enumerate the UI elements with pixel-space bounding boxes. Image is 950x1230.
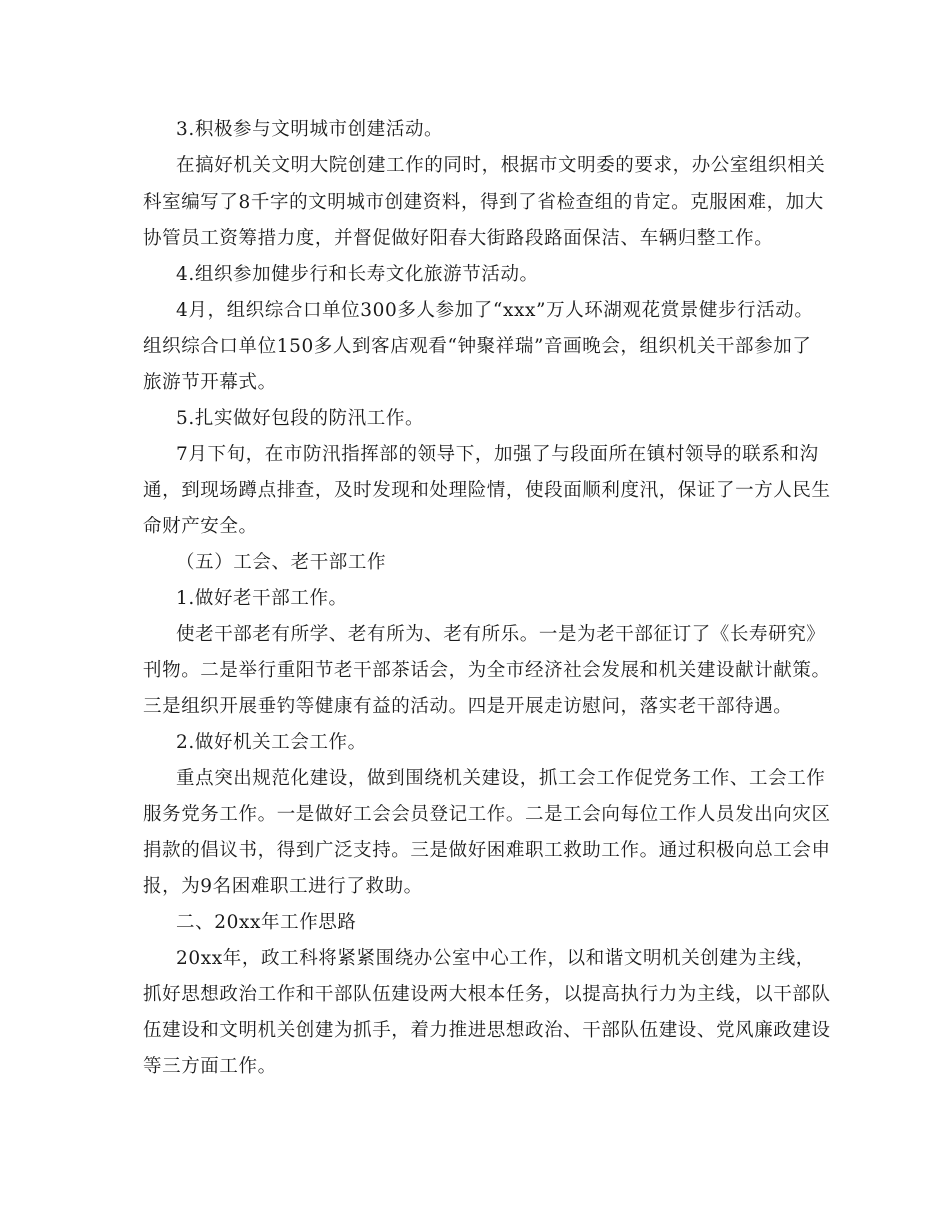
paragraph-line: 组织综合口单位150多人到客店观看“钟聚祥瑞”音画晚会，组织机关干部参加了: [143, 336, 812, 357]
paragraph-line: 使老干部老有所学、老有所为、老有所乐。一是为老干部征订了《长寿研究》: [176, 624, 826, 645]
paragraph-line: 7月下旬，在市防汛指挥部的领导下，加强了与段面所在镇村领导的联系和沟: [176, 444, 819, 465]
paragraph-line: 4月，组织综合口单位300多人参加了“xxx”万人环湖观花赏景健步行活动。: [176, 300, 814, 321]
subheading-5: 5.扎实做好包段的防汛工作。: [176, 408, 425, 429]
subheading-1: 1.做好老干部工作。: [176, 588, 348, 609]
subheading-4: 4.组织参加健步行和长寿文化旅游节活动。: [176, 264, 539, 285]
paragraph-line: 20xx年，政工科将紧紧围绕办公室中心工作，以和谐文明机关创建为主线，: [176, 948, 815, 969]
paragraph-line: 科室编写了8千字的文明城市创建资料，得到了省检查组的肯定。克服困难，加大: [143, 192, 824, 213]
paragraph-line: 三是组织开展垂钓等健康有益的活动。四是开展走访慰问，落实老干部待遇。: [143, 696, 793, 717]
paragraph-line: 协管员工资筹措力度，并督促做好阳春大街路段路面保洁、车辆归整工作。: [143, 228, 774, 249]
subheading-3: 3.积极参与文明城市创建活动。: [176, 119, 444, 140]
paragraph-line: 重点突出规范化建设，做到围绕机关建设，抓工会工作促党务工作、工会工作: [176, 768, 826, 789]
subheading-2: 2.做好机关工会工作。: [176, 732, 367, 753]
paragraph-line: 等三方面工作。: [143, 1056, 277, 1077]
paragraph-line: 抓好思想政治工作和干部队伍建设两大根本任务，以提高执行力为主线，以干部队: [143, 984, 831, 1005]
paragraph-line: 通，到现场蹲点排查，及时发现和处理险情，使段面顺利度汛，保证了一方人民生: [143, 480, 831, 501]
paragraph-line: 旅游节开幕式。: [143, 372, 277, 393]
paragraph-line: 命财产安全。: [143, 516, 258, 537]
paragraph-line: 捐款的倡议书，得到广泛支持。三是做好困难职工救助工作。通过积极向总工会申: [143, 840, 831, 861]
paragraph-line: 服务党务工作。一是做好工会会员登记工作。二是工会向每位工作人员发出向灾区: [143, 804, 831, 825]
paragraph-line: 伍建设和文明机关创建为抓手，着力推进思想政治、干部队伍建设、党风廉政建设: [143, 1020, 831, 1041]
paragraph-line: 报，为9名困难职工进行了救助。: [143, 876, 423, 897]
paragraph-line: 刊物。二是举行重阳节老干部茶话会，为全市经济社会发展和机关建设献计献策。: [143, 660, 831, 681]
paragraph-line: 在搞好机关文明大院创建工作的同时，根据市文明委的要求，办公室组织相关: [176, 155, 826, 176]
section-heading-5: （五）工会、老干部工作: [176, 552, 387, 573]
section-heading-2: 二、20xx年工作思路: [176, 912, 357, 933]
